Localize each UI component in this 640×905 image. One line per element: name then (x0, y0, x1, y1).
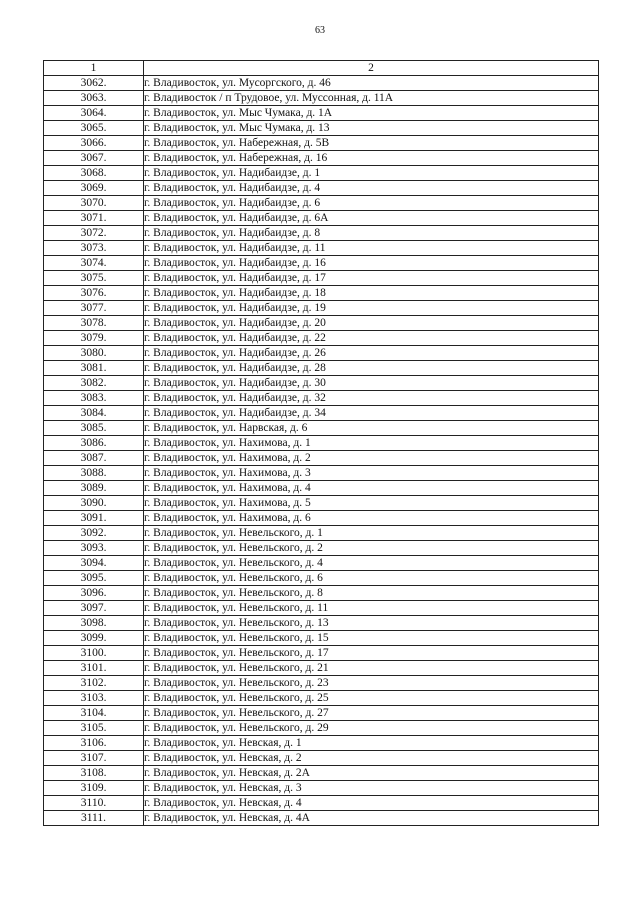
address-cell: г. Владивосток, ул. Невельского, д. 6 (144, 571, 599, 586)
table-row (44, 361, 599, 376)
table-row (44, 241, 599, 256)
table-row (44, 811, 599, 826)
address-cell: г. Владивосток, ул. Надибаидзе, д. 22 (144, 331, 599, 346)
address-cell: г. Владивосток, ул. Надибаидзе, д. 6 (144, 196, 599, 211)
address-cell: г. Владивосток, ул. Невельского, д. 8 (144, 586, 599, 601)
table-row (44, 421, 599, 436)
row-number-cell: 3105. (44, 721, 144, 736)
address-cell: г. Владивосток, ул. Нахимова, д. 4 (144, 481, 599, 496)
column-header-address: 2 (144, 61, 599, 76)
address-cell: г. Владивосток, ул. Надибаидзе, д. 6А (144, 211, 599, 226)
address-cell: г. Владивосток / п Трудовое, ул. Муссонная, д. 11А (144, 91, 599, 106)
address-cell: г. Владивосток, ул. Надибаидзе, д. 16 (144, 256, 599, 271)
row-number-cell: 3091. (44, 511, 144, 526)
row-number-cell: 3077. (44, 301, 144, 316)
row-number-cell: 3089. (44, 481, 144, 496)
table-row (44, 646, 599, 661)
row-number-cell: 3080. (44, 346, 144, 361)
table-row (44, 346, 599, 361)
table-row (44, 496, 599, 511)
address-cell: г. Владивосток, ул. Невская, д. 4 (144, 796, 599, 811)
table-row (44, 736, 599, 751)
address-cell: г. Владивосток, ул. Невельского, д. 2 (144, 541, 599, 556)
row-number-cell: 3072. (44, 226, 144, 241)
row-number-cell: 3075. (44, 271, 144, 286)
address-cell: г. Владивосток, ул. Невельского, д. 1 (144, 526, 599, 541)
row-number-cell: 3097. (44, 601, 144, 616)
table-row (44, 406, 599, 421)
row-number-cell: 3071. (44, 211, 144, 226)
address-cell: г. Владивосток, ул. Невельского, д. 29 (144, 721, 599, 736)
row-number-cell: 3065. (44, 121, 144, 136)
row-number-cell: 3101. (44, 661, 144, 676)
row-number-cell: 3100. (44, 646, 144, 661)
address-cell: г. Владивосток, ул. Невская, д. 1 (144, 736, 599, 751)
table-header-row (44, 61, 599, 76)
address-cell: г. Владивосток, ул. Невельского, д. 25 (144, 691, 599, 706)
row-number-cell: 3073. (44, 241, 144, 256)
row-number-cell: 3090. (44, 496, 144, 511)
row-number-cell: 3070. (44, 196, 144, 211)
row-number-cell: 3095. (44, 571, 144, 586)
table-row (44, 661, 599, 676)
table-row (44, 511, 599, 526)
address-cell: г. Владивосток, ул. Набережная, д. 5В (144, 136, 599, 151)
table-row (44, 301, 599, 316)
row-number-cell: 3085. (44, 421, 144, 436)
table-row (44, 136, 599, 151)
table-row (44, 751, 599, 766)
address-cell: г. Владивосток, ул. Невельского, д. 27 (144, 706, 599, 721)
table-row (44, 151, 599, 166)
table-row (44, 91, 599, 106)
address-cell: г. Владивосток, ул. Надибаидзе, д. 34 (144, 406, 599, 421)
row-number-cell: 3109. (44, 781, 144, 796)
table-row (44, 376, 599, 391)
address-cell: г. Владивосток, ул. Мыс Чумака, д. 1А (144, 106, 599, 121)
row-number-cell: 3106. (44, 736, 144, 751)
table-row (44, 391, 599, 406)
table-row (44, 586, 599, 601)
row-number-cell: 3098. (44, 616, 144, 631)
table-row (44, 796, 599, 811)
address-cell: г. Владивосток, ул. Надибаидзе, д. 19 (144, 301, 599, 316)
table-row (44, 541, 599, 556)
row-number-cell: 3083. (44, 391, 144, 406)
address-cell: г. Владивосток, ул. Нахимова, д. 2 (144, 451, 599, 466)
table-row (44, 331, 599, 346)
address-cell: г. Владивосток, ул. Нахимова, д. 5 (144, 496, 599, 511)
row-number-cell: 3069. (44, 181, 144, 196)
page-number: 63 (315, 25, 325, 36)
address-cell: г. Владивосток, ул. Надибаидзе, д. 26 (144, 346, 599, 361)
row-number-cell: 3064. (44, 106, 144, 121)
address-cell: г. Владивосток, ул. Невельского, д. 4 (144, 556, 599, 571)
row-number-cell: 3108. (44, 766, 144, 781)
table-row (44, 526, 599, 541)
table-row (44, 631, 599, 646)
table-row (44, 451, 599, 466)
address-cell: г. Владивосток, ул. Невская, д. 4А (144, 811, 599, 826)
address-cell: г. Владивосток, ул. Надибаидзе, д. 32 (144, 391, 599, 406)
table-row (44, 691, 599, 706)
table-row (44, 616, 599, 631)
table-row (44, 76, 599, 91)
address-cell: г. Владивосток, ул. Нахимова, д. 1 (144, 436, 599, 451)
address-cell: г. Владивосток, ул. Невская, д. 3 (144, 781, 599, 796)
row-number-cell: 3078. (44, 316, 144, 331)
table-row (44, 556, 599, 571)
row-number-cell: 3087. (44, 451, 144, 466)
row-number-cell: 3068. (44, 166, 144, 181)
row-number-cell: 3110. (44, 796, 144, 811)
address-cell: г. Владивосток, ул. Нарвская, д. 6 (144, 421, 599, 436)
table-row (44, 106, 599, 121)
table-row (44, 256, 599, 271)
address-cell: г. Владивосток, ул. Мыс Чумака, д. 13 (144, 121, 599, 136)
table-row (44, 601, 599, 616)
address-cell: г. Владивосток, ул. Невельского, д. 15 (144, 631, 599, 646)
address-cell: г. Владивосток, ул. Невельского, д. 13 (144, 616, 599, 631)
address-cell: г. Владивосток, ул. Мусоргского, д. 46 (144, 76, 599, 91)
table-row (44, 676, 599, 691)
address-cell: г. Владивосток, ул. Надибаидзе, д. 4 (144, 181, 599, 196)
row-number-cell: 3079. (44, 331, 144, 346)
row-number-cell: 3099. (44, 631, 144, 646)
address-cell: г. Владивосток, ул. Невельского, д. 11 (144, 601, 599, 616)
address-cell: г. Владивосток, ул. Надибаидзе, д. 30 (144, 376, 599, 391)
row-number-cell: 3066. (44, 136, 144, 151)
row-number-cell: 3081. (44, 361, 144, 376)
row-number-cell: 3102. (44, 676, 144, 691)
address-cell: г. Владивосток, ул. Набережная, д. 16 (144, 151, 599, 166)
address-cell: г. Владивосток, ул. Нахимова, д. 3 (144, 466, 599, 481)
address-cell: г. Владивосток, ул. Надибаидзе, д. 11 (144, 241, 599, 256)
row-number-cell: 3103. (44, 691, 144, 706)
address-cell: г. Владивосток, ул. Невская, д. 2 (144, 751, 599, 766)
row-number-cell: 3111. (44, 811, 144, 826)
table-row (44, 571, 599, 586)
address-table (43, 60, 599, 826)
row-number-cell: 3063. (44, 91, 144, 106)
address-cell: г. Владивосток, ул. Невельского, д. 23 (144, 676, 599, 691)
table-row (44, 226, 599, 241)
table-row (44, 721, 599, 736)
address-cell: г. Владивосток, ул. Невская, д. 2А (144, 766, 599, 781)
table-row (44, 181, 599, 196)
table-row (44, 286, 599, 301)
row-number-cell: 3086. (44, 436, 144, 451)
table-row (44, 781, 599, 796)
table-body (44, 76, 599, 826)
row-number-cell: 3096. (44, 586, 144, 601)
table-row (44, 766, 599, 781)
address-cell: г. Владивосток, ул. Надибаидзе, д. 8 (144, 226, 599, 241)
row-number-cell: 3062. (44, 76, 144, 91)
column-header-number: 1 (44, 61, 144, 76)
table-row (44, 706, 599, 721)
row-number-cell: 3093. (44, 541, 144, 556)
address-cell: г. Владивосток, ул. Надибаидзе, д. 18 (144, 286, 599, 301)
address-cell: г. Владивосток, ул. Надибаидзе, д. 20 (144, 316, 599, 331)
table-row (44, 211, 599, 226)
address-cell: г. Владивосток, ул. Невельского, д. 21 (144, 661, 599, 676)
row-number-cell: 3092. (44, 526, 144, 541)
row-number-cell: 3076. (44, 286, 144, 301)
table-row (44, 316, 599, 331)
row-number-cell: 3067. (44, 151, 144, 166)
table-row (44, 196, 599, 211)
row-number-cell: 3074. (44, 256, 144, 271)
table-row (44, 121, 599, 136)
row-number-cell: 3104. (44, 706, 144, 721)
row-number-cell: 3088. (44, 466, 144, 481)
row-number-cell: 3094. (44, 556, 144, 571)
table-row (44, 166, 599, 181)
address-cell: г. Владивосток, ул. Надибаидзе, д. 1 (144, 166, 599, 181)
address-cell: г. Владивосток, ул. Надибаидзе, д. 28 (144, 361, 599, 376)
table-row (44, 271, 599, 286)
row-number-cell: 3107. (44, 751, 144, 766)
table-row (44, 481, 599, 496)
row-number-cell: 3084. (44, 406, 144, 421)
row-number-cell: 3082. (44, 376, 144, 391)
address-cell: г. Владивосток, ул. Нахимова, д. 6 (144, 511, 599, 526)
table-row (44, 466, 599, 481)
address-cell: г. Владивосток, ул. Невельского, д. 17 (144, 646, 599, 661)
table-row (44, 436, 599, 451)
address-cell: г. Владивосток, ул. Надибаидзе, д. 17 (144, 271, 599, 286)
